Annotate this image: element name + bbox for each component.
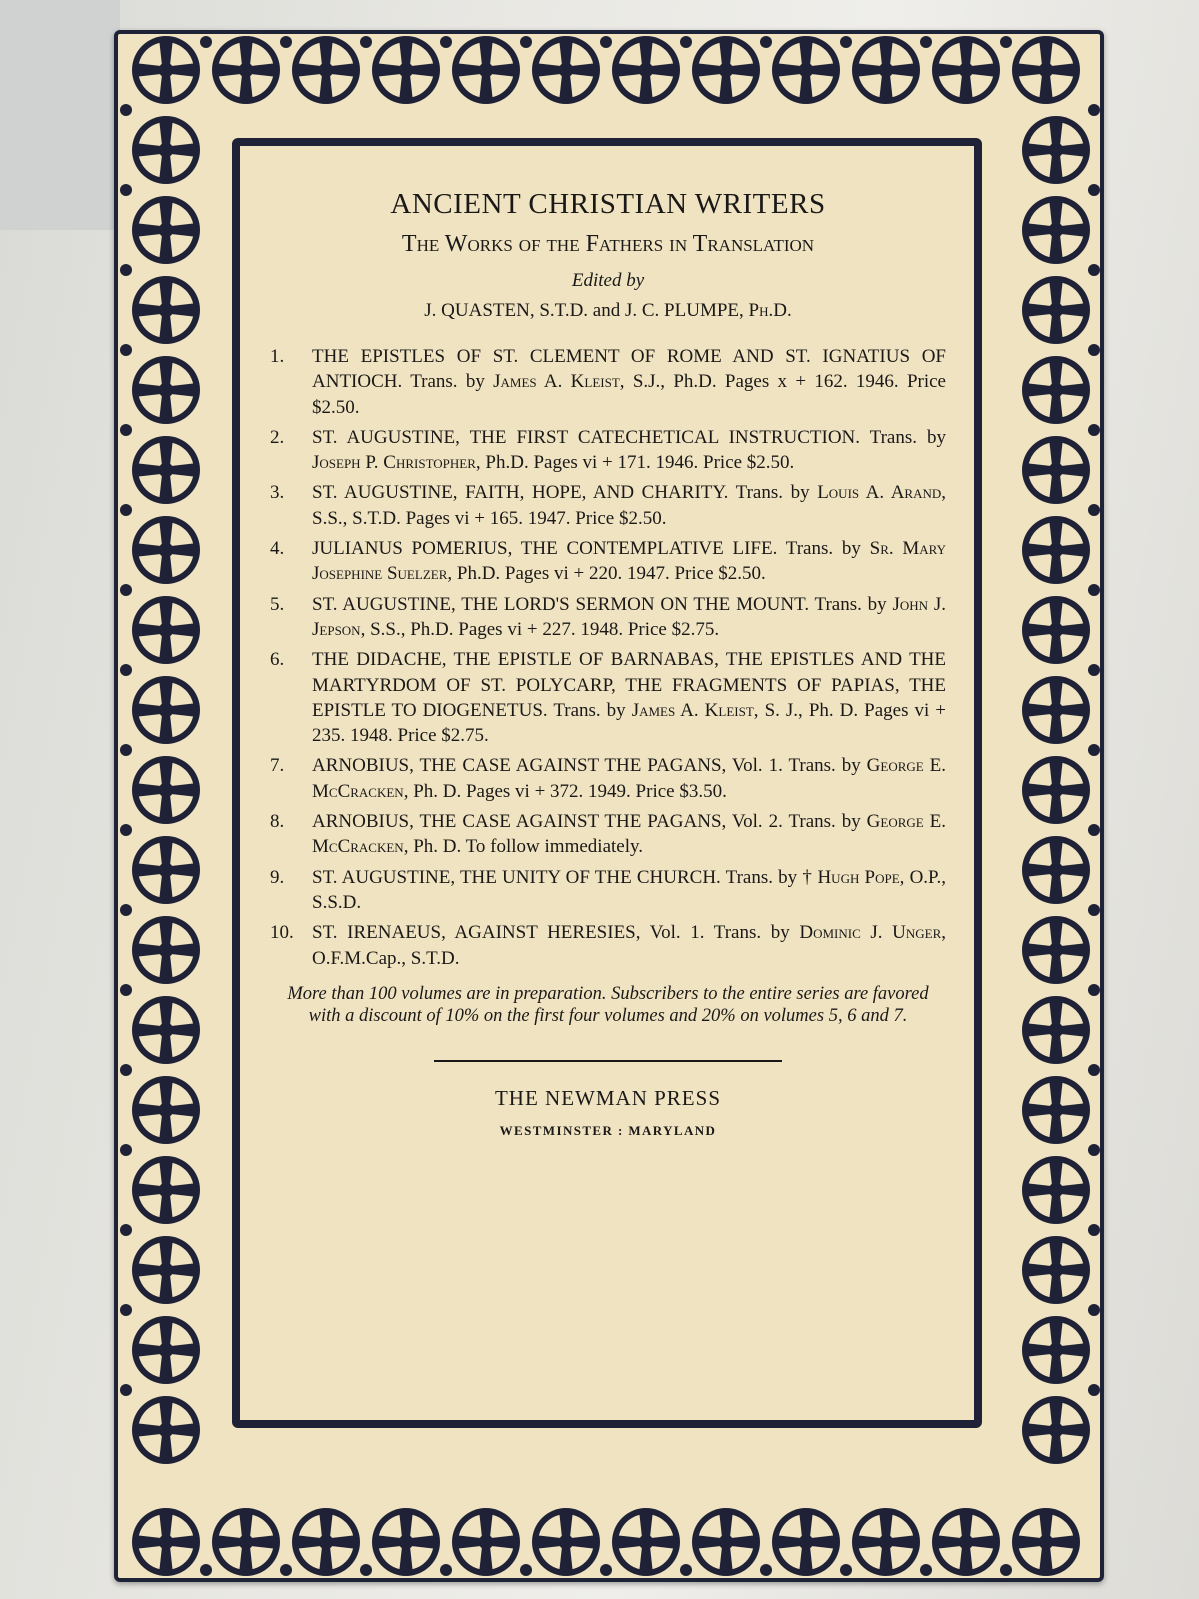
- editors-line: [270, 300, 946, 322]
- cross-medallion: [932, 1508, 1000, 1576]
- volume-entry: [270, 647, 946, 748]
- border-dot: [1000, 1564, 1012, 1576]
- cross-medallion: [132, 516, 200, 584]
- cross-medallion: [452, 1508, 520, 1576]
- cross-medallion: [1022, 436, 1090, 504]
- volume-description: [312, 865, 946, 916]
- volume-entry: [270, 344, 946, 420]
- border-dot: [1088, 1144, 1100, 1156]
- volume-trans-prefix: Vol. 1. Trans. by: [640, 922, 800, 944]
- volume-translator: George E. McCracken: [312, 755, 946, 802]
- volume-translator: Louis A. Arand: [817, 482, 942, 504]
- divider-rule: [434, 1060, 782, 1062]
- border-dot: [1000, 36, 1012, 48]
- background-object: [0, 0, 120, 230]
- volume-description: [312, 425, 946, 476]
- volume-details: , Ph.D. Pages vi + 220. 1947. Price $2.50.: [447, 563, 766, 585]
- cross-medallion: [772, 1508, 840, 1576]
- volume-description: [312, 592, 946, 643]
- volume-trans-prefix: Trans. by: [777, 538, 870, 560]
- volume-number: 7.: [270, 755, 285, 777]
- border-dot: [120, 104, 132, 116]
- series-subtitle: The Works of the Fathers in Translation: [401, 231, 815, 257]
- volume-details: , O.F.M.Cap., S.T.D.: [312, 922, 947, 969]
- volume-heading: ST. AUGUSTINE, THE UNITY OF THE CHURCH.: [312, 866, 721, 888]
- border-dot: [1088, 584, 1100, 596]
- border-dot: [120, 1384, 132, 1396]
- border-dot: [1088, 824, 1100, 836]
- border-dot: [1088, 1304, 1100, 1316]
- cross-medallion: [132, 196, 200, 264]
- cross-medallion: [132, 276, 200, 344]
- volume-translator: John J. Jepson: [312, 593, 947, 640]
- volume-entry: [270, 753, 946, 804]
- cross-medallion: [132, 676, 200, 744]
- cross-medallion: [132, 596, 200, 664]
- cross-medallion: [292, 36, 360, 104]
- cross-medallion: [692, 36, 760, 104]
- cross-medallion: [132, 916, 200, 984]
- border-dot: [120, 1304, 132, 1316]
- border-dot: [760, 1564, 772, 1576]
- volume-translator: Joseph P. Christopher: [312, 452, 476, 474]
- volume-heading: ST. AUGUSTINE, FAITH, HOPE, AND CHARITY.: [312, 482, 729, 504]
- border-dot: [120, 904, 132, 916]
- border-dot: [120, 424, 132, 436]
- cross-medallion: [1012, 36, 1080, 104]
- volume-details: , Ph. D. To follow immediately.: [403, 836, 644, 858]
- volume-heading: JULIANUS POMERIUS, THE CONTEMPLATIVE LIFE.: [312, 538, 778, 560]
- cross-medallion: [1022, 1236, 1090, 1304]
- border-dot: [360, 1564, 372, 1576]
- cross-medallion: [772, 36, 840, 104]
- series-title: ANCIENT CHRISTIAN WRITERS: [390, 188, 826, 220]
- cross-medallion: [1022, 1076, 1090, 1144]
- border-dot: [680, 1564, 692, 1576]
- border-dot: [1088, 504, 1100, 516]
- volume-entry: [270, 920, 946, 971]
- cross-medallion: [212, 1508, 280, 1576]
- volume-translator: Dominic J. Unger: [799, 922, 942, 944]
- border-dot: [1088, 1064, 1100, 1076]
- volume-number: 10.: [270, 922, 294, 944]
- cross-medallion: [1022, 836, 1090, 904]
- publisher-place: WESTMINSTER : MARYLAND: [499, 1122, 717, 1138]
- border-dot: [1088, 184, 1100, 196]
- cross-medallion: [1022, 596, 1090, 664]
- cross-medallion: [852, 36, 920, 104]
- volume-number: 5.: [270, 593, 285, 615]
- border-dot: [840, 1564, 852, 1576]
- cross-medallion: [1022, 196, 1090, 264]
- editors-degree: Ph.D.: [748, 300, 792, 321]
- volume-entry: [270, 592, 946, 643]
- border-dot: [1088, 104, 1100, 116]
- border-dot: [1088, 984, 1100, 996]
- border-dot: [520, 36, 532, 48]
- border-dot: [1088, 1384, 1100, 1396]
- cross-medallion: [1022, 1156, 1090, 1224]
- border-dot: [120, 824, 132, 836]
- cross-medallion: [852, 1508, 920, 1576]
- volume-entry: [270, 536, 946, 587]
- border-dot: [1088, 424, 1100, 436]
- volume-heading: ST. IRENAEUS, AGAINST HERESIES,: [312, 922, 641, 944]
- volume-details: , S.S., S.T.D. Pages vi + 165. 1947. Price $2.50.: [312, 482, 946, 529]
- border-dot: [280, 1564, 292, 1576]
- border-dot: [120, 264, 132, 276]
- cross-medallion: [932, 36, 1000, 104]
- volume-number: 3.: [270, 482, 285, 504]
- volume-entry: [270, 809, 946, 860]
- border-dot: [1088, 744, 1100, 756]
- volume-details: , S.S., Ph.D. Pages vi + 227. 1948. Price $2.75.: [360, 618, 720, 640]
- volume-heading: THE DIDACHE, THE EPISTLE OF BARNABAS, THE EPISTLES AND THE MARTYRDOM OF ST. POLYCARP, THE FRAGMENTS OF PAPIAS, THE EPISTLE TO DIOGENETUS.: [312, 649, 946, 721]
- cross-medallion: [132, 836, 200, 904]
- cross-medallion: [1022, 276, 1090, 344]
- volume-description: [312, 344, 946, 420]
- cross-medallion: [1022, 916, 1090, 984]
- volume-details: , Ph.D. Pages vi + 171. 1946. Price $2.50.: [475, 452, 795, 474]
- panel-content: [270, 188, 946, 1139]
- border-dot: [120, 1224, 132, 1236]
- cross-medallion: [1022, 356, 1090, 424]
- volume-heading: ARNOBIUS, THE CASE AGAINST THE PAGANS,: [312, 811, 727, 833]
- volume-trans-prefix: Trans. by †: [720, 866, 818, 888]
- border-dot: [120, 504, 132, 516]
- volume-trans-prefix: Trans. by: [402, 371, 494, 393]
- border-dot: [120, 744, 132, 756]
- volume-details: , S.J., Ph.D. Pages x + 162. 1946. Price $2.50.: [312, 371, 946, 418]
- editors-names: J. QUASTEN, S.T.D. and J. C. PLUMPE,: [424, 300, 749, 321]
- cross-medallion: [132, 1316, 200, 1384]
- cross-medallion: [132, 996, 200, 1064]
- volume-heading: THE EPISTLES OF ST. CLEMENT OF ROME AND ST. IGNATIUS OF ANTIOCH.: [312, 346, 946, 393]
- cross-medallion: [132, 1508, 200, 1576]
- volume-translator: Sr. Mary Josephine Suelzer: [312, 538, 946, 585]
- border-dot: [1088, 904, 1100, 916]
- volume-number: 1.: [270, 346, 285, 367]
- border-dot: [920, 36, 932, 48]
- border-dot: [120, 344, 132, 356]
- cross-medallion: [132, 436, 200, 504]
- cross-medallion: [1022, 1316, 1090, 1384]
- border-dot: [120, 584, 132, 596]
- cross-medallion: [1022, 756, 1090, 824]
- volume-details: , O.P., S.S.D.: [312, 866, 947, 913]
- volume-entry: [270, 425, 946, 476]
- border-dot: [1088, 1224, 1100, 1236]
- volume-trans-prefix: Trans. by: [860, 426, 946, 448]
- cross-medallion: [372, 1508, 440, 1576]
- cross-medallion: [1012, 1508, 1080, 1576]
- volume-description: [312, 920, 946, 971]
- cross-medallion: [132, 1076, 200, 1144]
- volume-number: 2.: [270, 426, 285, 448]
- cross-medallion: [132, 36, 200, 104]
- border-dot: [120, 184, 132, 196]
- cross-medallion: [452, 36, 520, 104]
- volume-trans-prefix: Trans. by: [809, 593, 893, 615]
- subscription-note: More than 100 volumes are in preparation. Subscribers to the entire series are favored with a discount of 10% on the first four volumes and 20% on volumes 5, 6 and 7.: [287, 983, 929, 1027]
- border-dot: [520, 1564, 532, 1576]
- volume-translator: Hugh Pope: [817, 866, 900, 888]
- volume-heading: ST. AUGUSTINE, THE FIRST CATECHETICAL INSTRUCTION.: [312, 426, 861, 448]
- cross-medallion: [132, 116, 200, 184]
- text-panel: [232, 138, 982, 1428]
- cross-medallion: [212, 36, 280, 104]
- volume-description: [312, 647, 946, 748]
- cross-medallion: [1022, 1396, 1090, 1464]
- volume-number: 4.: [270, 538, 285, 560]
- volume-translator: James A. Kleist: [631, 699, 754, 721]
- cross-medallion: [1022, 516, 1090, 584]
- volume-number: 9.: [270, 866, 285, 888]
- volume-entry: [270, 480, 946, 531]
- cross-medallion: [132, 1396, 200, 1464]
- volume-details: , S. J., Ph. D. Pages vi + 235. 1948. Price $2.75.: [312, 699, 947, 747]
- border-dot: [120, 984, 132, 996]
- cross-medallion: [1022, 676, 1090, 744]
- cross-medallion: [612, 1508, 680, 1576]
- cross-medallion: [292, 1508, 360, 1576]
- border-dot: [920, 1564, 932, 1576]
- volume-description: [312, 536, 946, 587]
- cross-medallion: [132, 1156, 200, 1224]
- edited-by-label: Edited by: [571, 270, 645, 291]
- border-dot: [1088, 344, 1100, 356]
- border-dot: [1088, 264, 1100, 276]
- volume-heading: ST. AUGUSTINE, THE LORD'S SERMON ON THE MOUNT.: [312, 593, 810, 615]
- volume-trans-prefix: Vol. 2. Trans. by: [726, 811, 867, 833]
- border-dot: [680, 36, 692, 48]
- cross-medallion: [692, 1508, 760, 1576]
- border-dot: [600, 1564, 612, 1576]
- border-dot: [440, 36, 452, 48]
- volume-trans-prefix: Trans. by: [547, 699, 632, 721]
- border-dot: [120, 1064, 132, 1076]
- volume-details: , Ph. D. Pages vi + 372. 1949. Price $3.50.: [403, 780, 727, 802]
- border-dot: [280, 36, 292, 48]
- book-back-cover: [114, 30, 1104, 1582]
- border-dot: [360, 36, 372, 48]
- publisher-name: THE NEWMAN PRESS: [494, 1085, 721, 1110]
- cross-medallion: [132, 756, 200, 824]
- volume-list: [270, 344, 946, 971]
- volume-description: [312, 480, 946, 531]
- volume-number: 6.: [270, 649, 285, 671]
- cross-medallion: [132, 356, 200, 424]
- border-dot: [1088, 664, 1100, 676]
- border-dot: [120, 1144, 132, 1156]
- volume-entry: [270, 865, 946, 916]
- cross-medallion: [532, 36, 600, 104]
- border-dot: [200, 1564, 212, 1576]
- volume-translator: James A. Kleist: [493, 371, 620, 393]
- border-dot: [760, 36, 772, 48]
- border-dot: [200, 36, 212, 48]
- cross-medallion: [612, 36, 680, 104]
- cross-medallion: [1022, 116, 1090, 184]
- cross-medallion: [1022, 996, 1090, 1064]
- cross-medallion: [372, 36, 440, 104]
- border-dot: [440, 1564, 452, 1576]
- cross-medallion: [132, 1236, 200, 1304]
- border-dot: [600, 36, 612, 48]
- volume-trans-prefix: Trans. by: [728, 482, 818, 504]
- cross-medallion: [532, 1508, 600, 1576]
- border-dot: [840, 36, 852, 48]
- volume-heading: ARNOBIUS, THE CASE AGAINST THE PAGANS,: [312, 755, 727, 777]
- volume-description: [312, 809, 946, 860]
- volume-trans-prefix: Vol. 1. Trans. by: [726, 755, 867, 777]
- border-dot: [120, 664, 132, 676]
- volume-number: 8.: [270, 811, 285, 833]
- volume-translator: George E. McCracken: [312, 811, 946, 858]
- volume-description: [312, 753, 946, 804]
